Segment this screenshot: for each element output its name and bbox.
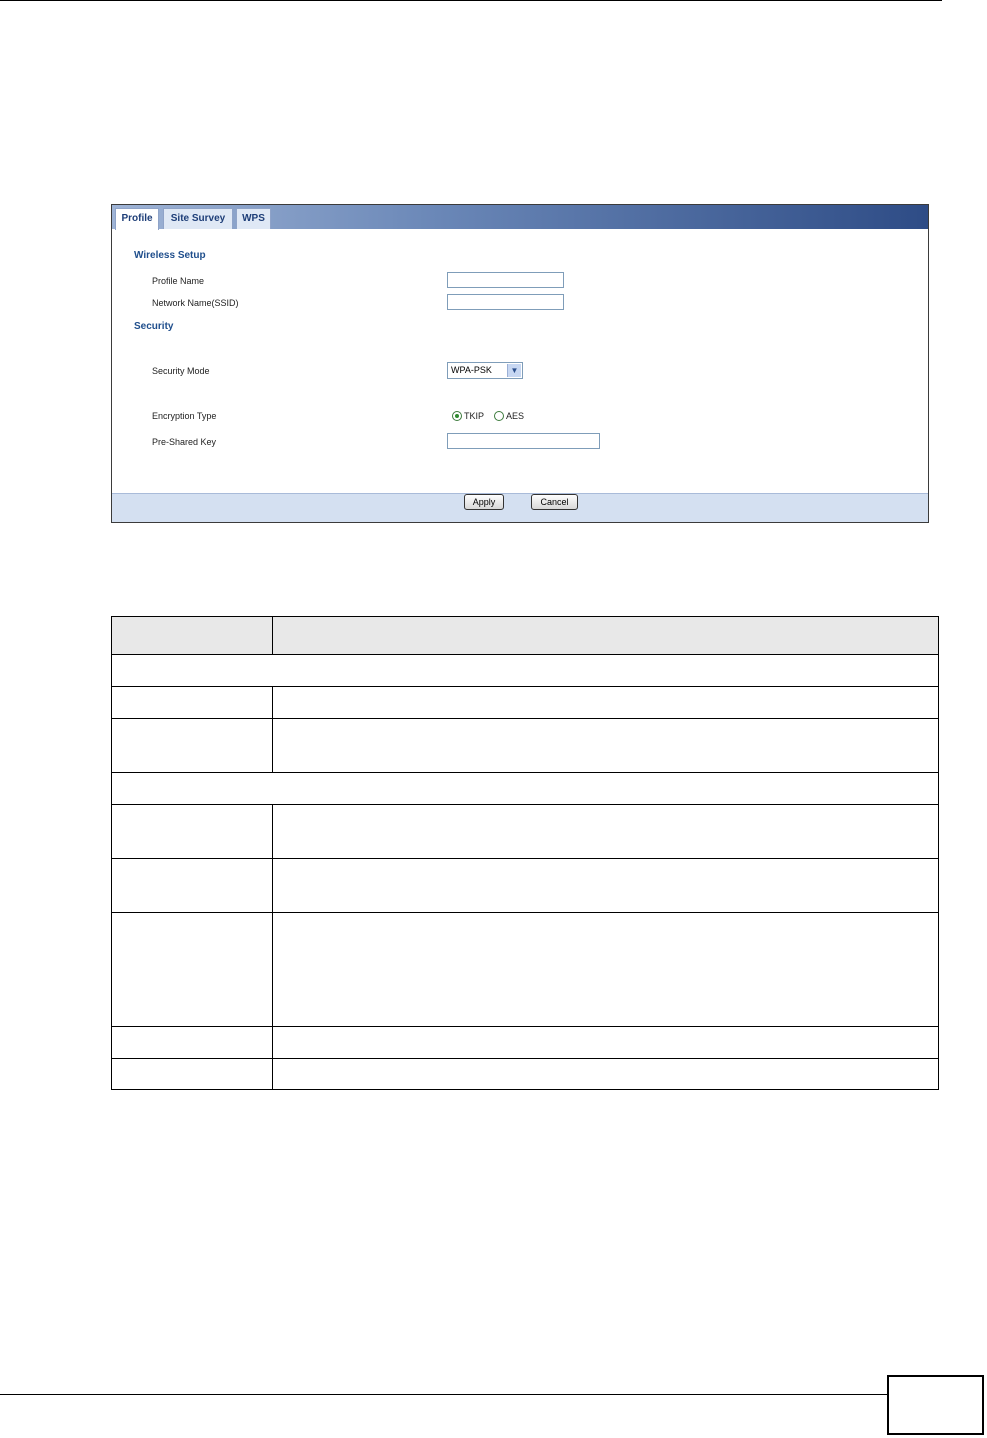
table-cell [112,913,273,1026]
table-section-row [111,654,939,686]
wireless-profile-screen [111,204,929,523]
profile-name-label: Profile Name [152,276,205,286]
table-row [111,718,939,772]
tab-site-survey[interactable]: Site Survey [163,208,233,229]
table-row [111,1026,939,1058]
button-footer [112,493,928,523]
ssid-label: Network Name(SSID) [152,298,239,308]
wireless-setup-title: Wireless Setup [134,250,206,261]
table-header-row [111,616,939,654]
table-cell [112,859,273,912]
aes-radio[interactable] [494,411,504,421]
chevron-down-icon[interactable]: ▼ [507,364,521,377]
security-mode-select[interactable] [447,362,523,379]
ssid-input[interactable] [447,294,564,310]
table-cell [112,719,273,772]
profile-name-input[interactable] [447,272,564,288]
table-cell [273,719,938,772]
table-cell [273,1059,938,1089]
encryption-type-label: Encryption Type [152,411,217,421]
table-header-cell [112,617,273,654]
table-row [111,858,939,912]
tkip-label: TKIP [464,411,485,421]
table-section-row [111,772,939,804]
table-row [111,686,939,718]
table-cell [112,687,273,718]
tkip-radio[interactable] [452,411,462,421]
table-cell [112,805,273,858]
aes-label: AES [506,411,525,421]
top-rule [0,0,942,1]
table-row [111,912,939,1026]
psk-input[interactable] [447,433,600,449]
table-cell [112,1027,273,1058]
table-row [111,804,939,858]
table-header-cell [273,617,938,654]
footer-rule [0,1394,887,1395]
table-cell [273,687,938,718]
table-cell [273,805,938,858]
page-number-box [887,1375,984,1435]
security-mode-value: WPA-PSK [451,365,492,375]
table-row [111,1058,939,1090]
table-cell [273,913,938,1026]
tab-bar [112,205,928,229]
security-mode-label: Security Mode [152,366,210,376]
apply-button[interactable]: Apply [464,494,504,510]
cancel-button[interactable]: Cancel [531,494,578,510]
table-cell [112,1059,273,1089]
table-cell [273,859,938,912]
tab-wps[interactable]: WPS [236,208,271,229]
field-description-table [111,616,939,1090]
tab-profile[interactable]: Profile [115,208,159,230]
table-cell [273,1027,938,1058]
psk-label: Pre-Shared Key [152,437,217,447]
security-title: Security [134,321,174,332]
